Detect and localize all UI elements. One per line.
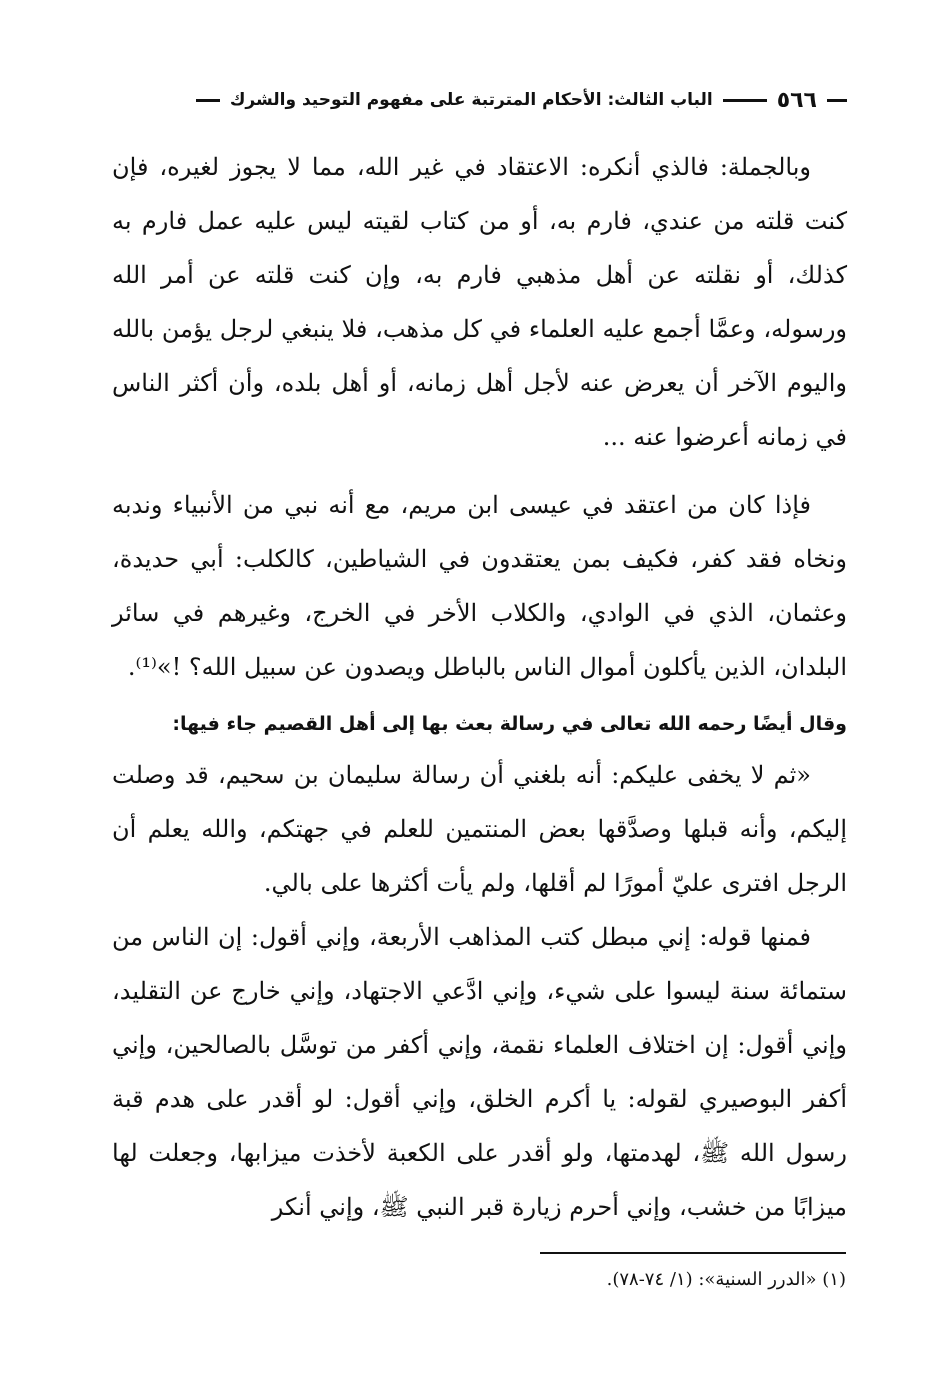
paragraph-3: «ثم لا يخفى عليكم: أنه بلغني أن رسالة سليمان بن سحيم، قد وصلت إليكم، وأنه قبلها وصدَّقها بعض المنتمين للعلم في جهتكم، والله يعلم أن الرجل افترى عليّ أمورًا لم أقلها، ولم يأت أكثرها على بالي. xyxy=(112,761,847,897)
header-rule-middle xyxy=(723,99,767,102)
footnote-separator xyxy=(540,1252,846,1254)
running-header xyxy=(112,82,847,118)
paragraph-2: فإذا كان من اعتقد في عيسى ابن مريم، مع أنه نبي من الأنبياء وندبه ونخاه فقد كفر، فكيف بمن يعتقدون في الشياطين، كالكلب: أبي حديدة، وعثمان، الذي في الوادي، والكلاب الأخر في الخرج، وغيرهم في سائر البلدان، الذين يأكلون أموال الناس بالباطل ويصدون عن سبيل الله؟ !»⁽¹⁾. xyxy=(112,491,848,681)
footnote: (١) «الدرر السنية»: (١/ ٧٤-٧٨). xyxy=(606,1269,846,1290)
paragraph-4: فمنها قوله: إني مبطل كتب المذاهب الأربعة، وإني أقول: إن الناس من ستمائة سنة ليسوا على شيء، وإني ادَّعي الاجتهاد، وإني خارج عن التقليد، وإني أقول: إن اختلاف العلماء نقمة، وإني أكفر من توسَّل بالصالحين، وإني أكفر البوصيري لقوله: يا أكرم الخلق، وإني أقول: لو أقدر على هدم قبة رسول الله ﷺ، لهدمتها، ولو أقدر على الكعبة لأخذت ميزابها، وجعلت لها ميزابًا من خشب، وإني أحرم زيارة قبر النبي ﷺ، وإني أنكر xyxy=(112,923,847,1221)
header-rule-right xyxy=(827,99,847,102)
body-text xyxy=(112,140,847,1234)
page-number: ٥٦٦ xyxy=(776,87,817,113)
header-rule-left xyxy=(196,99,220,102)
chapter-title: الباب الثالث: الأحكام المترتبة على مفهوم التوحيد والشرك xyxy=(229,90,713,110)
paragraph-1: وبالجملة: فالذي أنكره: الاعتقاد في غير الله، مما لا يجوز لغيره، فإن كنت قلته من عندي، فارم به، أو من كتاب لقيته ليس عليه عمل فارم به كذلك، أو نقلته عن أهل مذهبي فارم به، وإن كنت قلته عن أمر الله ورسوله، وعمَّا أجمع عليه العلماء في كل مذهب، فلا ينبغي لرجل يؤمن بالله واليوم الآخر أن يعرض عنه لأجل أهل زمانه، أو أهل بلده، وأن أكثر الناس في زمانه أعرضوا عنه ... xyxy=(112,153,847,451)
lead-in-heading: وقال أيضًا رحمه الله تعالى في رسالة بعث بها إلى أهل القصيم جاء فيها: xyxy=(172,713,847,735)
